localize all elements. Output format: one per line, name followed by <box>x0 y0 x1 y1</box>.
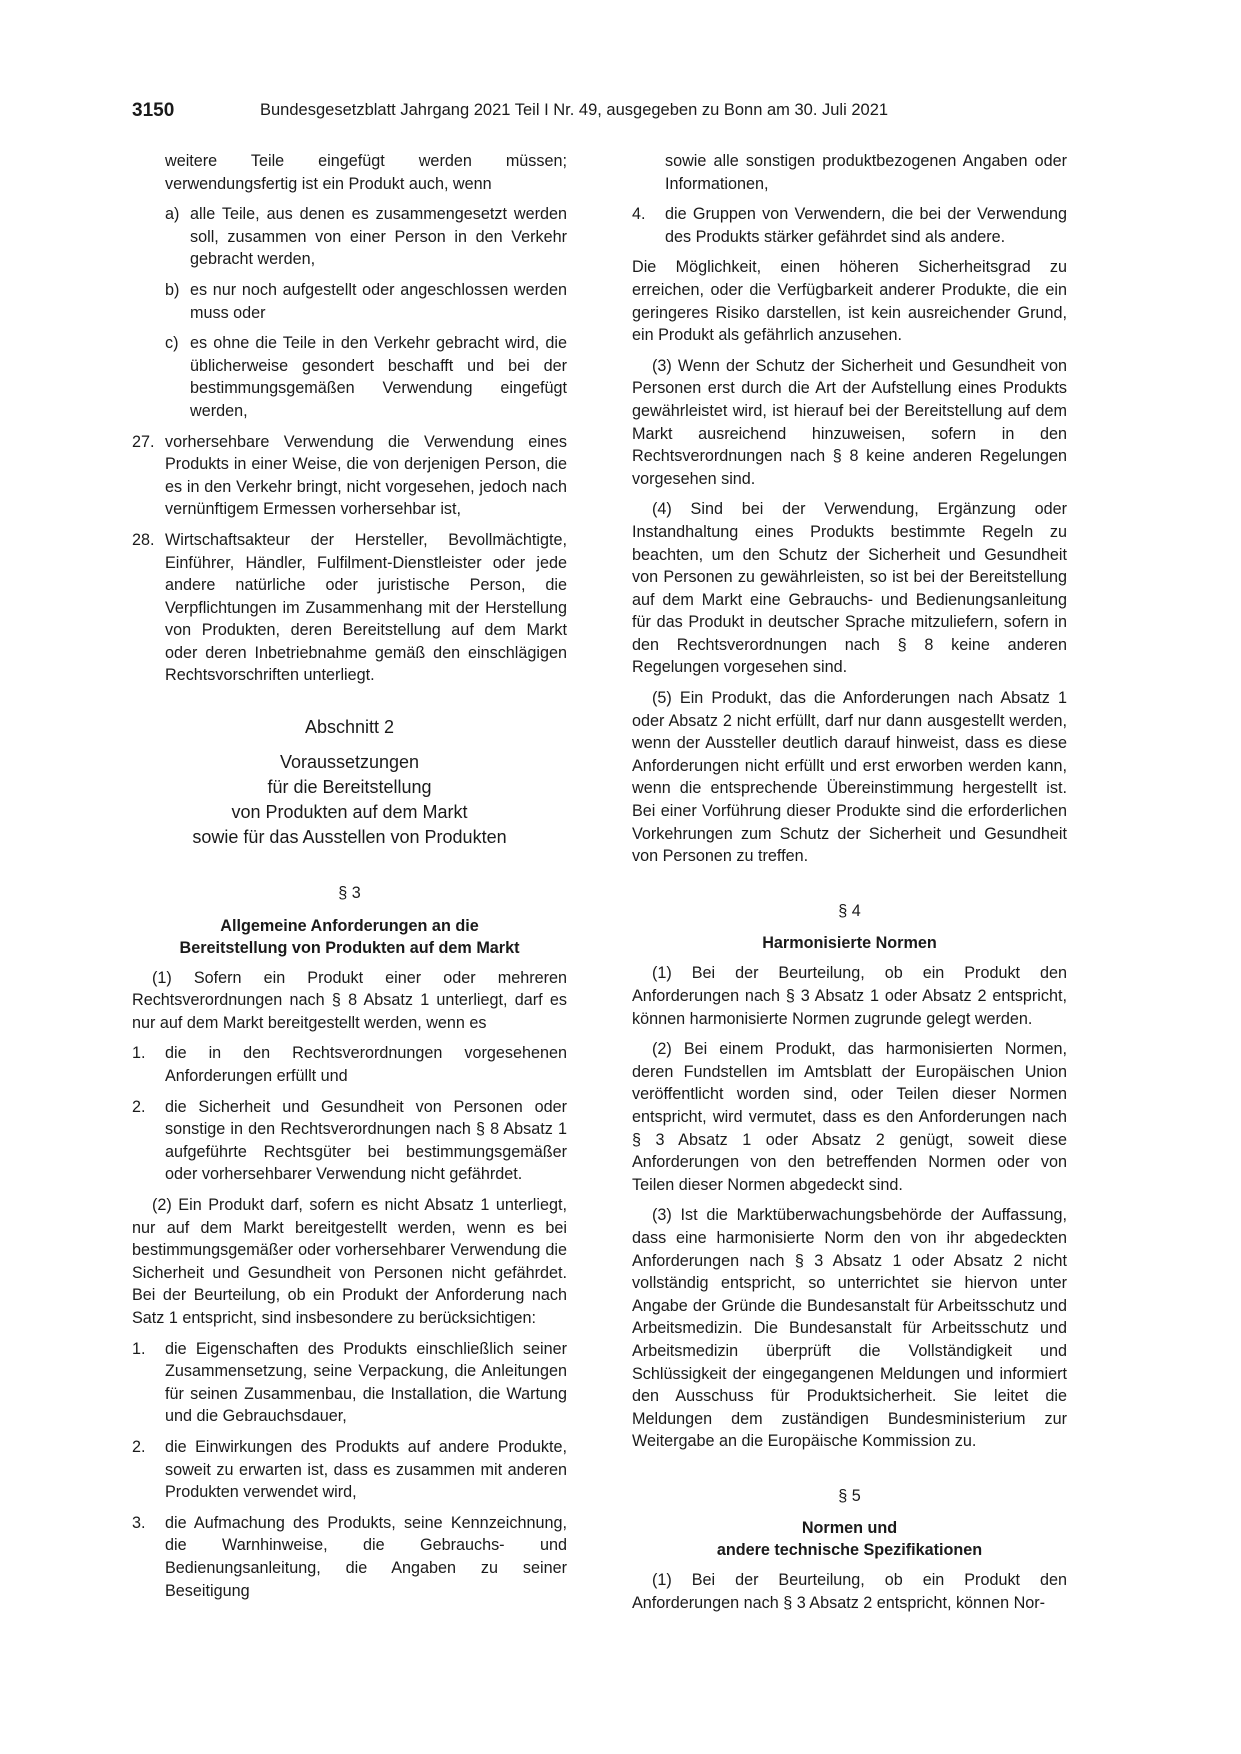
paragraph: (1) Bei der Beurteilung, ob ein Produkt den Anforderungen nach § 3 Absatz 2 entspricht, können Nor- <box>632 1571 1067 1613</box>
list-item <box>632 203 1067 248</box>
list-item-text: die Gruppen von Verwendern, die bei der Verwendung des Produkts stärker gefährdet sind als andere. <box>665 205 1067 246</box>
list-marker: 3. <box>132 1513 146 1532</box>
paragraph: (3) Ist die Marktüberwachungsbehörde der Auffassung, dass eine harmonisierte Norm den von ihr abgedeckten Anforderungen nach § 3 Absatz 1 oder Absatz 2 nicht vollständig entspricht, so unterrichtet sie hiervon unter Angabe der Gründe die Bundesanstalt für Arbeitsschutz und Arbeitsmedizin. Die Bundesanstalt für Arbeitsschutz und Arbeitsmedizin überprüft die Vollständigkeit und Schlüssigkeit der eingegangenen Meldungen und informiert den Ausschuss für Produktsicherheit. Sie leitet die Meldungen dem zuständigen Bundesministerium zur Weitergabe an die Europäische Kommission zu. <box>632 1206 1067 1451</box>
section-title-line: Voraussetzungen <box>279 752 420 773</box>
paragraph: weitere Teile eingefügt werden müssen; verwendungsfertig ist ein Produkt auch, wenn <box>165 152 567 193</box>
paragraph-title <box>132 915 567 959</box>
list-item-text: Wirtschaftsakteur der Hersteller, Bevollmächtigte, Einführer, Händler, Fulfilment-Dienstleister oder jede andere natürliche oder juristische Person, die Verpflichtungen im Zusammenhang mit der Herstellung von Produkten, deren Bereitstellung auf dem Markt oder deren Inbetriebnahme gemäß den einschlägigen Rechtsvorschriften unterliegt. <box>165 530 567 685</box>
list-item <box>132 1096 567 1186</box>
list-item <box>165 332 567 422</box>
list-marker: 2. <box>132 1097 146 1116</box>
paragraph-title-line: Bereitstellung von Produkten auf dem Markt <box>179 938 520 957</box>
list-marker: 28. <box>132 530 155 549</box>
list-item-text: vorhersehbare Verwendung die Verwendung eines Produkts in einer Weise, die von derjenigen Person, die es in den Verkehr bringt, nicht vorgesehen, jedoch nach vernünftigem Ermessen vorhersehbar ist, <box>165 432 567 519</box>
list-item-text: die Aufmachung des Produkts, seine Kennzeichnung, die Warnhinweise, die Gebrauchs- und Bedienungsanleitung, die Angaben zu seiner Beseitigung <box>165 1513 567 1600</box>
list-item <box>132 1512 567 1602</box>
page-number: 3150 <box>132 100 175 121</box>
paragraph: (5) Ein Produkt, das die Anforderungen nach Absatz 1 oder Absatz 2 nicht erfüllt, darf nur dann ausgestellt werden, wenn der Aussteller deutlich darauf hinweist, dass es diese Anforderungen nicht erfüllt und erst erworben werden kann, wenn die entsprechende Übereinstimmung hergestellt ist. Bei einer Vorführung dieser Produkte sind die erforderlichen Vorkehrungen zum Schutz der Sicherheit und Gesundheit von Personen zu treffen. <box>632 689 1067 866</box>
list-marker: b) <box>165 280 180 299</box>
list-item-text: die Eigenschaften des Produkts einschließlich seiner Zusammensetzung, seine Verpackung, die Anleitungen für seinen Zusammenbau, die Installation, die Wartung und die Gebrauchsdauer, <box>165 1339 567 1426</box>
list-marker: 1. <box>132 1044 146 1063</box>
list-item <box>132 1042 567 1087</box>
list-marker: 4. <box>632 205 646 224</box>
paragraph: (3) Wenn der Schutz der Sicherheit und Gesundheit von Personen erst durch die Art der Aufstellung eines Produkts gewährleistet wird, ist hierauf bei der Bereitstellung auf dem Markt ausreichend hinzuweisen, sofern in den Rechtsverordnungen nach § 8 keine anderen Regelungen vorgesehen sind. <box>632 356 1067 488</box>
left-column <box>132 150 567 1610</box>
list-marker: 1. <box>132 1339 146 1358</box>
right-column <box>632 150 1067 1623</box>
list-item <box>132 1338 567 1428</box>
paragraph: (4) Sind bei der Verwendung, Ergänzung oder Instandhaltung eines Produkts bestimmte Regeln zu beachten, um den Schutz der Sicherheit und Gesundheit von Personen zu gewährleisten, so ist bei der Bereitstellung auf dem Markt eine Gebrauchs- und Bedienungsanleitung für das Produkt in deutscher Sprache mitzuliefern, sofern in den Rechtsverordnungen nach § 8 keine anderen Regelungen vorgesehen sind. <box>632 500 1067 677</box>
list-item-text: die Einwirkungen des Produkts auf andere Produkte, soweit zu erwarten ist, dass es zusammen mit anderen Produkten verwendet wird, <box>165 1437 567 1502</box>
paragraph-title-line: Harmonisierte Normen <box>762 934 937 953</box>
spacer <box>632 1461 1067 1485</box>
section-title-line: von Produkten auf dem Markt <box>231 802 468 823</box>
paragraph-title-line: Allgemeine Anforderungen an die <box>220 916 479 935</box>
spacer <box>632 876 1067 900</box>
paragraph-title <box>632 932 1067 954</box>
list-item-text: es nur noch aufgestellt oder angeschlossen werden muss oder <box>190 280 567 322</box>
list-item <box>165 203 567 271</box>
paragraph-number: § 4 <box>838 901 861 920</box>
section-title <box>132 750 567 850</box>
paragraph-number: § 5 <box>838 1486 861 1505</box>
list-item <box>165 279 567 324</box>
list-marker: 2. <box>132 1437 146 1456</box>
paragraph-title <box>632 1517 1067 1561</box>
section-title-line: sowie für das Ausstellen von Produkten <box>192 827 507 848</box>
list-marker: a) <box>165 205 180 224</box>
paragraph: (2) Ein Produkt darf, sofern es nicht Absatz 1 unterliegt, nur auf dem Markt bereitgestellt werden, wenn es bei bestimmungsgemäßer oder vorhersehbarer Verwendung die Sicherheit und Gesundheit von Personen nicht gefährdet. Bei der Beurteilung, ob ein Produkt der Anforderung nach Satz 1 entspricht, sind insbesondere zu berücksichtigen: <box>132 1196 567 1327</box>
paragraph: sowie alle sonstigen produktbezogenen Angaben oder Informationen, <box>665 152 1067 193</box>
list-marker: 27. <box>132 432 155 451</box>
section-label: Abschnitt 2 <box>304 717 395 738</box>
list-item-text: alle Teile, aus denen es zusammengesetzt werden soll, zusammen von einer Person in den Verkehr gebracht werden, <box>190 205 567 269</box>
list-marker: c) <box>165 334 179 353</box>
gazette-title: Bundesgesetzblatt Jahrgang 2021 Teil I Nr. 49, ausgegeben zu Bonn am 30. Juli 2021 <box>260 101 889 119</box>
paragraph: (2) Bei einem Produkt, das harmonisierten Normen, deren Fundstellen im Amtsblatt der Europäischen Union veröffentlicht worden sind, oder Teilen dieser Normen entspricht, wird vermutet, dass es den Anforderungen nach § 3 Absatz 1 oder Absatz 2 genügt, soweit diese Anforderungen von den betreffenden Normen oder von Teilen dieser Normen abgedeckt sind. <box>632 1040 1067 1194</box>
paragraph-title-line: Normen und <box>801 1519 898 1538</box>
paragraph-number: § 3 <box>338 884 361 903</box>
section-title-line: für die Bereitstellung <box>267 777 432 798</box>
list-item-text: die Sicherheit und Gesundheit von Personen oder sonstige in den Rechtsverordnungen nach § 8 Absatz 1 aufgeführte Rechtsgüter bei bestimmungsgemäßer oder vorhersehbarer Verwendung nicht gefährdet. <box>165 1097 567 1184</box>
list-item-text: es ohne die Teile in den Verkehr gebracht wird, die üblicherweise gesondert beschafft und bei der bestimmungsgemäßen Verwendung eingefügt werden, <box>190 334 567 420</box>
list-item <box>132 529 567 687</box>
list-item <box>132 1436 567 1504</box>
paragraph: (1) Sofern ein Produkt einer oder mehreren Rechtsverordnungen nach § 8 Absatz 1 unterliegt, darf es nur auf dem Markt bereitgestellt werden, wenn es <box>132 968 567 1032</box>
paragraph-title-line: andere technische Spezifikationen <box>716 1541 983 1560</box>
paragraph: Die Möglichkeit, einen höheren Sicherheitsgrad zu erreichen, oder die Verfügbarkeit anderer Produkte, die ein geringeres Risiko darstellen, ist kein ausreichender Grund, ein Produkt als gefährlich anzusehen. <box>632 258 1067 345</box>
page-header <box>132 100 1092 126</box>
list-item-text: die in den Rechtsverordnungen vorgesehenen Anforderungen erfüllt und <box>165 1044 567 1086</box>
paragraph: (1) Bei der Beurteilung, ob ein Produkt den Anforderungen nach § 3 Absatz 1 oder Absatz 2 entspricht, können harmonisierte Normen zugrunde gelegt werden. <box>632 964 1067 1028</box>
list-item <box>132 431 567 521</box>
